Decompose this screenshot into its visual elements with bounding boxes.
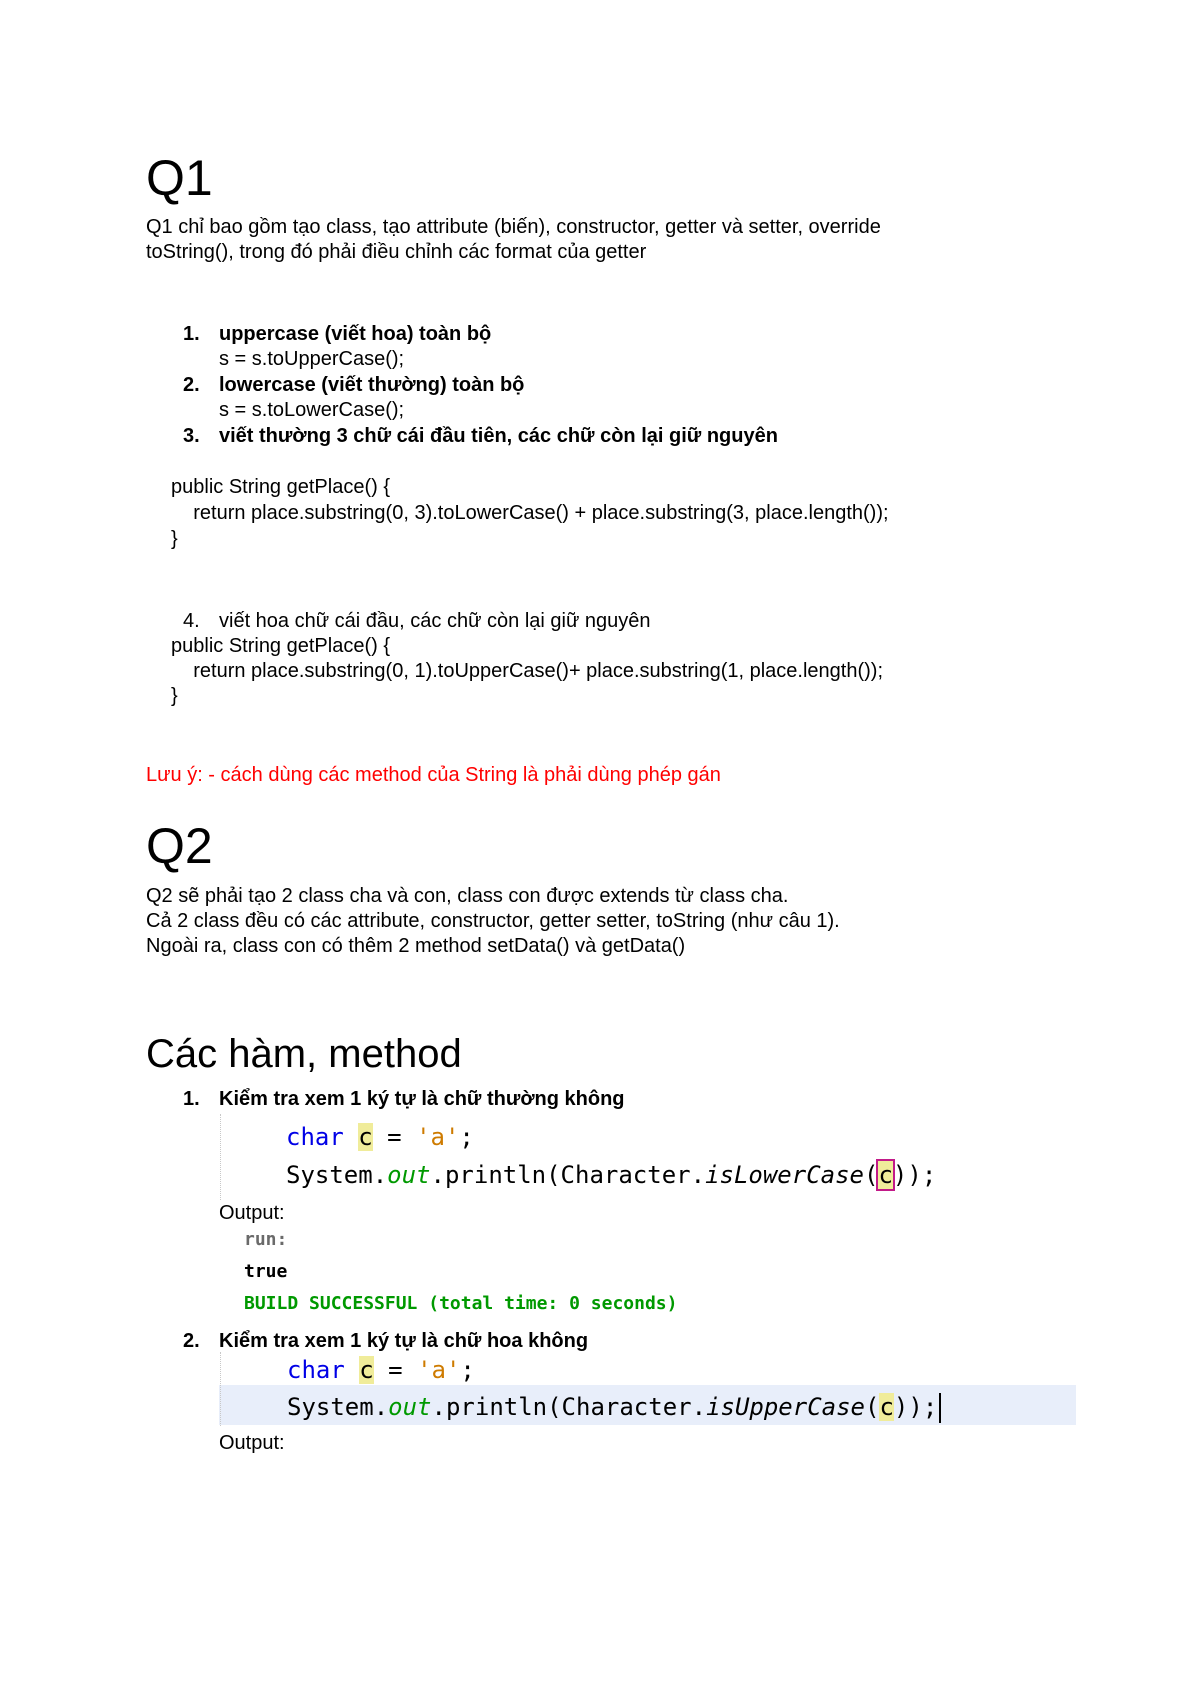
code-operator: = xyxy=(373,1356,418,1384)
code-out-field: out xyxy=(387,1161,431,1189)
code-semicolon: ; xyxy=(459,1123,474,1151)
q1-item-3-number: 3. xyxy=(183,425,200,447)
code-close: )); xyxy=(893,1393,938,1421)
code-println: .println(Character. xyxy=(430,1161,706,1189)
code-gutter-1 xyxy=(220,1114,221,1200)
output-value: true xyxy=(244,1261,288,1282)
code-open-paren: ( xyxy=(864,1161,879,1189)
q1-item-1-code: s = s.toUpperCase(); xyxy=(219,348,405,370)
q1-item-4-title: viết hoa chữ cái đầu, các chữ còn lại giữ nguyên xyxy=(219,610,651,632)
code-println: .println(Character. xyxy=(431,1393,707,1421)
q1-note: Lưu ý: - cách dùng các method của String là phải dùng phép gán xyxy=(146,764,721,786)
text-caret xyxy=(939,1393,941,1423)
methods-item-2-title: Kiểm tra xem 1 ký tự là chữ hoa không xyxy=(219,1330,589,1352)
output-build-status: BUILD SUCCESSFUL (total time: 0 seconds) xyxy=(244,1293,678,1314)
q1-item-2-number: 2. xyxy=(183,374,200,396)
q1-code4-line-2: return place.substring(0, 1).toUpperCase()+ place.substring(1, place.length()); xyxy=(171,660,884,682)
code-variable: c xyxy=(359,1356,374,1384)
code-system: System. xyxy=(287,1393,389,1421)
code-1-line-2 xyxy=(286,1160,936,1190)
q1-code4-line-3: } xyxy=(171,685,178,707)
q1-code3-line-1: public String getPlace() { xyxy=(171,476,391,498)
code-arg-highlight: c xyxy=(879,1393,894,1421)
q1-code3-line-2: return place.substring(0, 3).toLowerCase() + place.substring(3, place.length()); xyxy=(171,502,889,524)
q1-item-1-number: 1. xyxy=(183,323,200,345)
q2-line-1: Q2 sẽ phải tạo 2 class cha và con, class con được extends từ class cha. xyxy=(146,885,789,907)
methods-item-1-title: Kiểm tra xem 1 ký tự là chữ thường không xyxy=(219,1088,625,1110)
code-arg-highlight: c xyxy=(878,1161,893,1189)
methods-item-1-output-label: Output: xyxy=(219,1202,285,1224)
output-run: run: xyxy=(244,1229,288,1250)
code-out-field: out xyxy=(388,1393,432,1421)
code-close: )); xyxy=(892,1161,937,1189)
q1-code3-line-3: } xyxy=(171,528,178,550)
methods-item-2-number: 2. xyxy=(183,1330,200,1352)
methods-item-1-number: 1. xyxy=(183,1088,200,1110)
code-method: isUpperCase xyxy=(706,1393,866,1421)
code-operator: = xyxy=(372,1123,417,1151)
code-gutter-2 xyxy=(220,1352,221,1426)
q2-line-3: Ngoài ra, class con có thêm 2 method setData() và getData() xyxy=(146,935,686,957)
q1-item-2-title: lowercase (viết thường) toàn bộ xyxy=(219,374,525,396)
code-keyword: char xyxy=(287,1356,345,1384)
code-system: System. xyxy=(286,1161,388,1189)
code-semicolon: ; xyxy=(460,1356,475,1384)
code-keyword: char xyxy=(286,1123,344,1151)
q1-heading: Q1 xyxy=(146,150,213,206)
q1-intro-line-1: Q1 chỉ bao gồm tạo class, tạo attribute (biến), constructor, getter và setter, override xyxy=(146,216,881,238)
code-variable: c xyxy=(358,1123,373,1151)
q2-line-2: Cả 2 class đều có các attribute, constructor, getter setter, toString (như câu 1). xyxy=(146,910,840,932)
code-method: isLowerCase xyxy=(705,1161,865,1189)
code-literal: 'a' xyxy=(416,1123,460,1151)
q1-item-4-number: 4. xyxy=(183,610,200,632)
code-2-line-1 xyxy=(287,1355,475,1385)
q1-intro-line-2: toString(), trong đó phải điều chỉnh các format của getter xyxy=(146,241,647,263)
q1-item-1-title: uppercase (viết hoa) toàn bộ xyxy=(219,323,492,345)
code-literal: 'a' xyxy=(417,1356,461,1384)
q2-heading: Q2 xyxy=(146,818,213,874)
q1-code4-line-1: public String getPlace() { xyxy=(171,635,391,657)
code-2-line-2 xyxy=(287,1392,941,1423)
code-1-line-1 xyxy=(286,1122,474,1152)
code-open-paren: ( xyxy=(865,1393,880,1421)
q1-item-2-code: s = s.toLowerCase(); xyxy=(219,399,405,421)
methods-heading: Các hàm, method xyxy=(146,1032,462,1076)
q1-item-3-title: viết thường 3 chữ cái đầu tiên, các chữ còn lại giữ nguyên xyxy=(219,425,778,447)
methods-item-2-output-label: Output: xyxy=(219,1432,285,1454)
